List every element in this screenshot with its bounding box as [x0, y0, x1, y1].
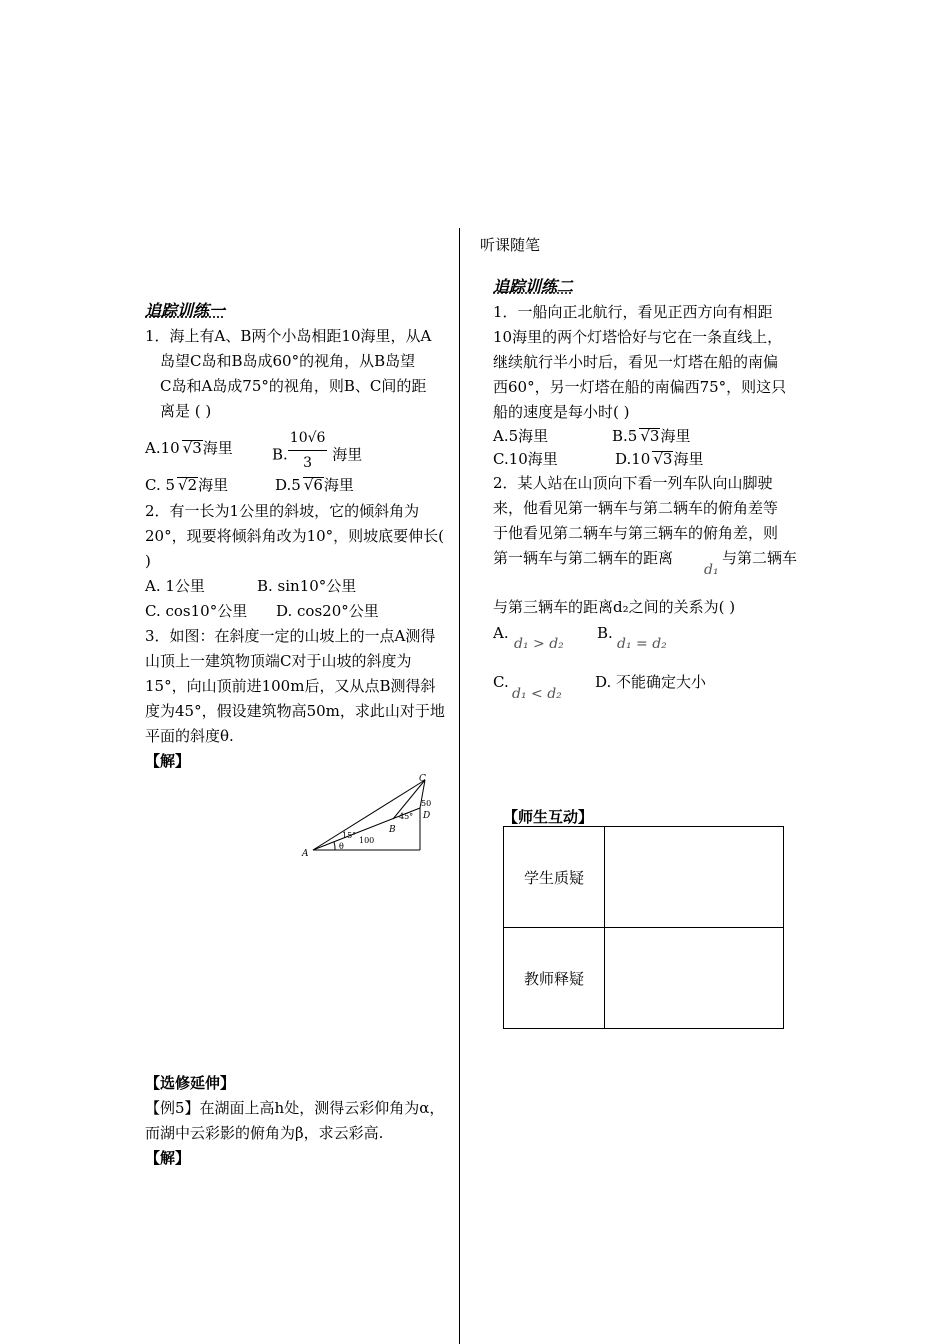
example5-solve-label: 【解】 — [145, 1149, 191, 1167]
q1-line2: 岛望C岛和B岛成60°的视角，从B岛望 — [160, 352, 416, 370]
q1-line1: 1．海上有A、B两个小岛相距10海里，从A — [145, 327, 432, 345]
q3-line4: 度为45°，假设建筑物高50m，求此山对于地 — [145, 702, 445, 720]
q2-line3: ) — [145, 552, 151, 570]
d1-symbol: d₁ — [704, 562, 719, 578]
section-heading-1: 追踪训练一 — [145, 301, 226, 320]
q3-line2: 山顶上一建筑物顶端C对于山坡的斜度为 — [145, 652, 412, 670]
q2-option-c: C. cos10°公里 — [145, 602, 248, 620]
example5-line2: 而湖中云彩影的俯角为β，求云彩高. — [145, 1124, 384, 1142]
q3-line1: 3．如图：在斜度一定的山坡上的一点A测得 — [145, 627, 436, 645]
r-q2-line3: 于他看见第二辆车与第三辆车的俯角差，则 — [493, 524, 779, 542]
r-q1-line4: 西60°，另一灯塔在船的南偏西75°，则这只 — [493, 378, 787, 396]
r-q2-line1: 2．某人站在山顶向下看一列车队向山脚驶 — [493, 474, 773, 492]
q2-option-d: D. cos20°公里 — [276, 602, 379, 620]
r-q2-option-b: B. — [597, 624, 613, 642]
r-q2-option-b-math: d₁ = d₂ — [617, 636, 667, 652]
table-row — [504, 827, 784, 928]
interaction-table — [503, 826, 784, 1029]
label-angle-15: 15° — [342, 831, 357, 840]
q1-line4: 离是 ( ) — [160, 402, 212, 420]
q2-option-a: A. 1公里 — [145, 577, 205, 595]
q3-line3: 15°，向山顶前进100m后，又从点B测得斜 — [145, 677, 436, 695]
q2-option-b: B. sin10°公里 — [257, 577, 357, 595]
r-q2-option-a: A. — [493, 624, 509, 642]
sqrt-symbol: √3 — [182, 439, 202, 457]
r-q1-line5: 船的速度是每小时( ) — [493, 403, 630, 421]
r-q2-option-d: D. 不能确定大小 — [595, 673, 707, 691]
teacher-answer-cell[interactable] — [605, 928, 784, 1029]
q3-solve-label: 【解】 — [145, 752, 191, 770]
r-q2-line5: 与第三辆车的距离d₂之间的关系为( ) — [493, 598, 736, 616]
notes-header: 听课随笔 — [480, 236, 541, 254]
r-q1-line3: 继续航行半小时后，看见一灯塔在船的南偏 — [493, 353, 779, 371]
q1-option-a: A.10 √3海里 — [145, 439, 233, 457]
r-q2-line4b: 与第二辆车 — [722, 549, 798, 567]
interaction-title: 【师生互动】 — [503, 808, 594, 826]
q2-line2: 20°，现要将倾斜角改为10°，则坡底要伸长( — [145, 527, 445, 545]
q1-option-c: C. 5 √2海里 — [145, 476, 229, 494]
fraction: $\frac{10√6}{3}$ — [288, 426, 328, 475]
label-length-100: 100 — [359, 836, 375, 845]
student-question-label: 学生质疑 — [504, 827, 605, 928]
extension-heading: 【选修延伸】 — [145, 1074, 236, 1092]
label-angle-45: 45° — [399, 812, 414, 821]
r-q2-line4a: 第一辆车与第二辆车的距离 — [493, 549, 674, 567]
teacher-answer-label: 教师释疑 — [504, 928, 605, 1029]
column-divider — [459, 228, 460, 1344]
r-q1-option-a: A.5海里 — [493, 427, 549, 445]
q1-option-b: B. $\frac{10√6}{3}$ 海里 — [272, 436, 362, 475]
q1-line3: C岛和A岛成75°的视角，则B、C间的距 — [160, 377, 427, 395]
slope-figure — [295, 768, 445, 863]
r-q2-option-c: C. — [493, 673, 509, 691]
label-a: A — [302, 849, 309, 859]
q3-line5: 平面的斜度θ. — [145, 727, 234, 745]
section-heading-2: 追踪训练二 — [493, 277, 574, 296]
label-c: C — [419, 774, 426, 784]
r-q2-option-a-math: d₁ > d₂ — [514, 636, 564, 652]
table-row — [504, 928, 784, 1029]
label-theta: θ — [339, 842, 344, 851]
label-length-50: 50 — [421, 799, 432, 808]
label-b: B — [389, 825, 396, 835]
r-q1-option-c: C.10海里 — [493, 450, 558, 468]
r-q1-line2: 10海里的两个灯塔恰好与它在一条直线上， — [493, 328, 783, 346]
r-q1-line1: 1．一船向正北航行，看见正西方向有相距 — [493, 303, 773, 321]
r-q2-option-c-math: d₁ < d₂ — [512, 686, 562, 702]
q1-option-d: D.5 √6海里 — [275, 476, 354, 494]
q2-line1: 2．有一长为1公里的斜坡，它的倾斜角为 — [145, 502, 420, 520]
r-q1-option-b: B.5 √3海里 — [612, 427, 691, 445]
label-d: D — [423, 811, 431, 821]
figure-angle-arc — [334, 842, 335, 850]
r-q1-option-d: D.10 √3海里 — [615, 450, 704, 468]
r-q2-line2: 来，他看见第一辆车与第二辆车的俯角差等 — [493, 499, 779, 517]
example5-line1: 【例5】在湖面上高h处，测得云彩仰角为α， — [145, 1099, 445, 1117]
student-question-cell[interactable] — [605, 827, 784, 928]
